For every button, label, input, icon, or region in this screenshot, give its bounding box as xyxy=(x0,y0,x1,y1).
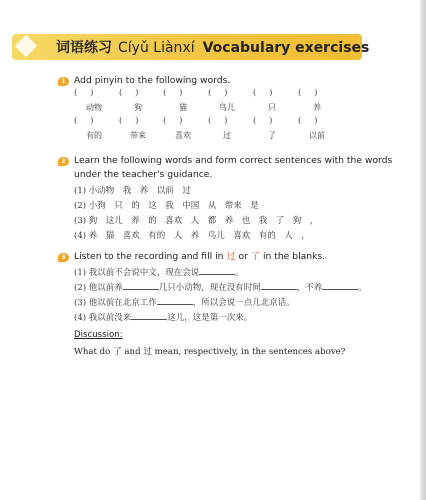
sentence-part: (1) 我以前不会说中文，现在会说 xyxy=(74,268,200,278)
pinyin-blank[interactable]: ( ) xyxy=(253,88,273,98)
sentence-part: ，不养 xyxy=(296,283,323,293)
fill-blank-line xyxy=(74,295,295,308)
sentence-part: 。 xyxy=(358,283,367,293)
diamond-icon xyxy=(15,35,38,58)
vocab-word: 有的 xyxy=(86,131,102,140)
sentence-part: (4) 我以前没来 xyxy=(74,313,132,323)
sentence-part: 。 xyxy=(235,268,244,278)
banner-title xyxy=(56,37,369,57)
answer-blank[interactable] xyxy=(261,280,297,290)
instruction-or: or xyxy=(238,251,248,262)
pinyin-blank[interactable]: ( ) xyxy=(208,116,228,126)
discussion-question: What do 了 and 过 mean, respectively, in the sentences above? xyxy=(74,347,346,357)
sentence-part: 几只小动物，现在没有时间 xyxy=(158,283,261,293)
vocab-word: 鸟儿 xyxy=(219,103,235,112)
target-word: 过 xyxy=(226,251,236,262)
sentence-part: 这儿，这是第一次来。 xyxy=(167,313,253,323)
exercise-2-line: (1) 小动物 我 养 以前 过 xyxy=(74,186,191,196)
exercise-number-badge: 2 xyxy=(58,157,69,166)
vocab-word: 以前 xyxy=(309,131,325,140)
sentence-part: (3) 他以前在北京工作 xyxy=(74,298,157,308)
exercise-2-line: (4) 养 猫 喜欢 有的 人 养 鸟儿 喜欢 有的 人 ， xyxy=(74,231,310,241)
target-word: 了 xyxy=(250,251,261,262)
vocab-word: 狗 xyxy=(134,103,142,112)
pinyin-blank[interactable]: ( ) xyxy=(298,116,318,126)
vocab-word: 只 xyxy=(268,103,276,112)
exercise-2-line: (2) 小狗 只 的 这 我 中国 从 带来 是 xyxy=(74,201,259,211)
vocab-word: 了 xyxy=(268,131,276,140)
pinyin-blank[interactable]: ( ) xyxy=(163,116,183,126)
answer-blank[interactable] xyxy=(322,280,358,290)
instruction-text: in the blanks. xyxy=(262,251,326,262)
banner-pinyin: Cíyǔ Liànxí xyxy=(118,40,195,56)
pinyin-blank[interactable]: ( ) xyxy=(119,116,139,126)
vocab-word: 动物 xyxy=(86,103,102,112)
pinyin-blank[interactable]: ( ) xyxy=(208,88,228,98)
exercise-2-line: (3) 狗 这儿 养 的 喜欢 人 都 养 也 我 了 狗 ， xyxy=(74,216,319,226)
exercise-2-instruction: Learn the following words and form correct sentences with the words under the teacher's guidance. xyxy=(74,155,393,180)
exercise-number-badge: 3 xyxy=(58,253,69,262)
exercise-number-badge: 1 xyxy=(58,77,69,86)
vocab-word: 喜欢 xyxy=(175,131,191,140)
pinyin-blank[interactable]: ( ) xyxy=(298,88,318,98)
pinyin-blank[interactable]: ( ) xyxy=(119,88,139,98)
discussion-label: Discussion: xyxy=(74,330,123,340)
answer-blank[interactable] xyxy=(157,295,193,305)
instruction-text: Listen to the recording and fill in xyxy=(74,251,224,262)
pinyin-blank[interactable]: ( ) xyxy=(74,116,94,126)
fill-blank-line xyxy=(74,280,367,293)
answer-blank[interactable] xyxy=(131,310,167,320)
page-edge xyxy=(420,0,426,500)
banner-english: Vocabulary exercises xyxy=(202,40,370,56)
vocab-word: 猫 xyxy=(179,103,187,112)
sentence-part: ，所以会说一点儿北京话。 xyxy=(192,298,295,308)
fill-blank-line xyxy=(74,265,244,278)
exercise-1-instruction: Add pinyin to the following words. xyxy=(74,75,231,86)
vocab-word: 过 xyxy=(223,131,231,140)
answer-blank[interactable] xyxy=(123,280,159,290)
pinyin-blank[interactable]: ( ) xyxy=(74,88,94,98)
answer-blank[interactable] xyxy=(199,265,235,275)
pinyin-blank[interactable]: ( ) xyxy=(163,88,183,98)
pinyin-blank[interactable]: ( ) xyxy=(253,116,273,126)
sentence-part: (2) 他以前养 xyxy=(74,283,123,293)
vocab-word: 养 xyxy=(313,103,321,112)
section-banner xyxy=(12,34,370,60)
fill-blank-line xyxy=(74,310,252,323)
exercise-3-instruction xyxy=(74,250,325,264)
vocab-word: 带来 xyxy=(130,131,146,140)
banner-chinese: 词语练习 xyxy=(56,40,112,56)
